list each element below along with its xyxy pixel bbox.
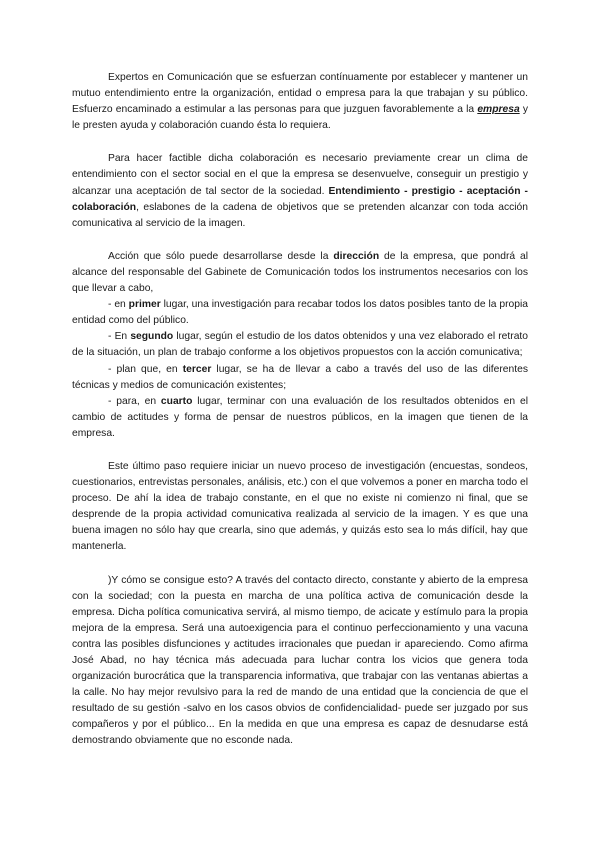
paragraph-2-text-a: Para hacer factible dicha colaboración es necesario previamente crear un clima de entendimiento con el sector social en el que la empresa se desenvuelve, conseguir un prestigio y alcanzar una aceptación de tal sector de la sociedad. [72, 153, 528, 197]
list-item-cuarto-c: lugar, terminar con una evaluación de los resultados obtenidos en el cambio de actitudes y forma de pensar de nuestros públicos, en la imagen que tienen de la empresa. [72, 395, 529, 439]
list-item-segundo [72, 329, 528, 361]
list-item-tercer [72, 362, 528, 394]
list-item-cuarto [72, 394, 528, 442]
paragraph-5: )Y cómo se consigue esto? A través del contacto directo, constante y abierto de la empresa con la sociedad; con la puesta en marcha de una política activa de comunicación desde la empresa. Dicha política comunicativa servirá, al mismo tiempo, de acicate y estímulo para la propia mejora de la empresa. Será una autoexigencia para el continuo perfeccionamiento y una vacuna contra las posibles disfunciones y actitudes irracionales que puedan ir apareciendo. Como afirma José Abad, no hay técnica más adecuada para luchar contra los vicios que genera toda organización burocrática que la transparencia informativa, que trabajar con las ventanas abiertas a la calle. No hay mejor revulsivo para la red de mando de una entidad que la conciencia de que el resultado de su gestión -salvo en los casos obvios de confidencialidad- puede ser juzgado por sus compañeros y por el público... En la medida en que una empresa es capaz de desnudarse está demostrando obviamente que no esconde nada. [72, 574, 528, 747]
paragraph-3-intro-c: de la empresa, que pondrá al alcance del responsable del Gabinete de Comunicación todos los instrumentos necesarios con los que llevar a cabo, [72, 250, 528, 295]
paragraph-1-text-a: Expertos en Comunicación que se esfuerzan contínuamente por establecer y mantener un mutuo entendimiento entre la organización, entidad o empresa para la que trabajan y su público. Esfuerzo encaminado a estimular a las personas para que juzguen favorablemente a la [72, 72, 528, 116]
paragraph-2 [72, 151, 528, 231]
list-item-tercer-c: lugar, se ha de llevar a cabo a través del uso de las diferentes técnicas y medios de comunicación existentes; [72, 363, 528, 391]
emphasis-direccion: dirección [333, 250, 380, 262]
list-item-primer-c: lugar, una investigación para recabar todos los datos posibles tanto de la propia entidad como del público. [72, 299, 528, 327]
emphasis-cuarto: cuarto [160, 395, 193, 407]
paragraph-3-intro [72, 249, 528, 297]
list-item-primer-a: - en [108, 299, 129, 311]
list-item-cuarto-a: - para, en [108, 395, 161, 407]
list-item-segundo-c: lugar, según el estudio de los datos obtenidos y una vez elaborado el retrato de la situación, un plan de trabajo conforme a los objetivos propuestos con la acción comunicativa; [72, 331, 529, 359]
emphasis-tercer: tercer [182, 363, 212, 375]
paragraph-1-text-c: y le presten ayuda y colaboración cuando ésta lo requiera. [72, 104, 528, 132]
document-body [72, 70, 528, 767]
emphasis-primer: primer [128, 299, 161, 311]
paragraph-3 [72, 249, 528, 442]
list-item-primer [72, 297, 528, 329]
emphasis-empresa: empresa [477, 104, 520, 116]
paragraph-2-text-c: , eslabones de la cadena de objetivos que se pretenden alcanzar con toda acción comunicativa al servicio de la imagen. [72, 201, 528, 229]
list-item-tercer-a: - plan que, en [108, 363, 183, 375]
paragraph-1 [72, 70, 528, 134]
emphasis-objectives-chain: Entendimiento - prestigio - aceptación - colaboración [72, 185, 528, 213]
emphasis-segundo: segundo [130, 331, 174, 343]
paragraph-3-intro-a: Acción que sólo puede desarrollarse desde la [108, 250, 334, 262]
list-item-segundo-a: - En [108, 331, 131, 343]
paragraph-4: Este último paso requiere iniciar un nuevo proceso de investigación (encuestas, sondeos, cuestionarios, entrevistas personales, análisis, etc.) con el que volvemos a poner en marcha todo el proceso. De ahí la idea de trabajo constante, en el que no existe ni comienzo ni final, que se desprende de la propia actividad comunicativa realizada al servicio de la imagen. Y es que una buena imagen no sólo hay que crearla, sino que además, y quizás esto sea lo más difícil, hay que mantenerla. [72, 460, 528, 553]
